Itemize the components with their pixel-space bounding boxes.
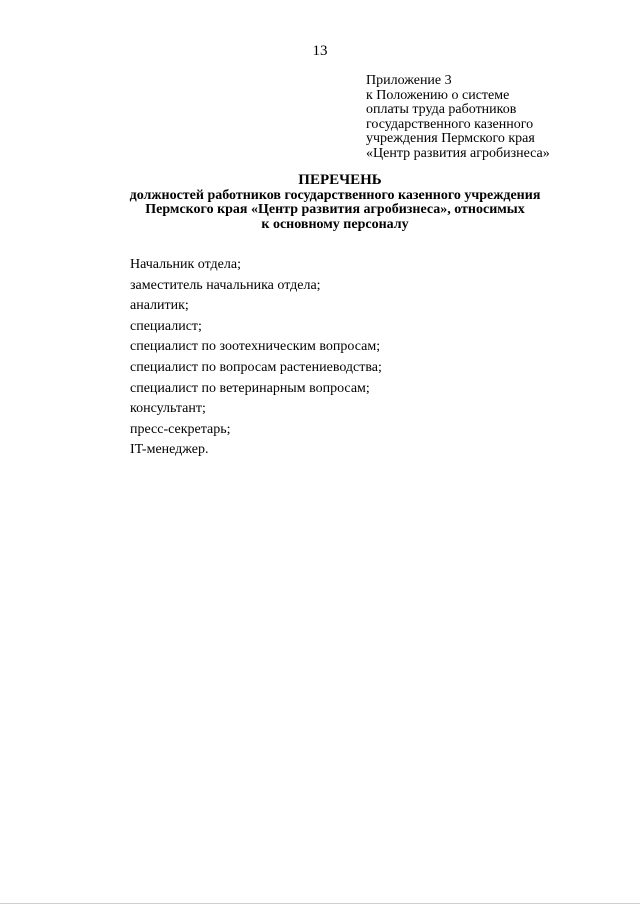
list-item: аналитик; [130,298,189,314]
appendix-line: «Центр развития агробизнеса» [366,145,550,161]
list-item: консультант; [130,401,206,417]
document-subtitle [0,189,640,232]
list-item: Начальник отдела; [130,257,241,272]
subtitle-line: Пермского края «Центр развития агробизнеса», относимых [145,202,525,218]
document-title: ПЕРЕЧЕНЬ [298,172,382,188]
subtitle-line: должностей работников государственного казенного учреждения [129,188,541,203]
appendix-line: государственного казенного [366,116,534,132]
list-item: специалист по вопросам растениеводства; [130,359,382,375]
list-item: пресс-секретарь; [130,421,231,437]
list-item: заместитель начальника отдела; [130,277,321,293]
appendix-line: к Положению о системе [366,87,510,103]
appendix-line: учреждения Пермского края [366,131,535,147]
appendix-line: Приложение 3 [366,73,452,88]
positions-list [130,255,382,461]
list-item: специалист; [130,318,202,334]
list-item: IT-менеджер. [130,442,209,458]
list-item: специалист по зоотехническим вопросам; [130,339,381,355]
appendix-line: оплаты труда работников [366,102,517,118]
page-bottom-edge [0,903,640,904]
appendix-block [366,74,550,162]
subtitle-line: к основному персоналу [261,216,409,232]
page-number: 13 [312,43,328,59]
list-item: специалист по ветеринарным вопросам; [130,380,370,396]
